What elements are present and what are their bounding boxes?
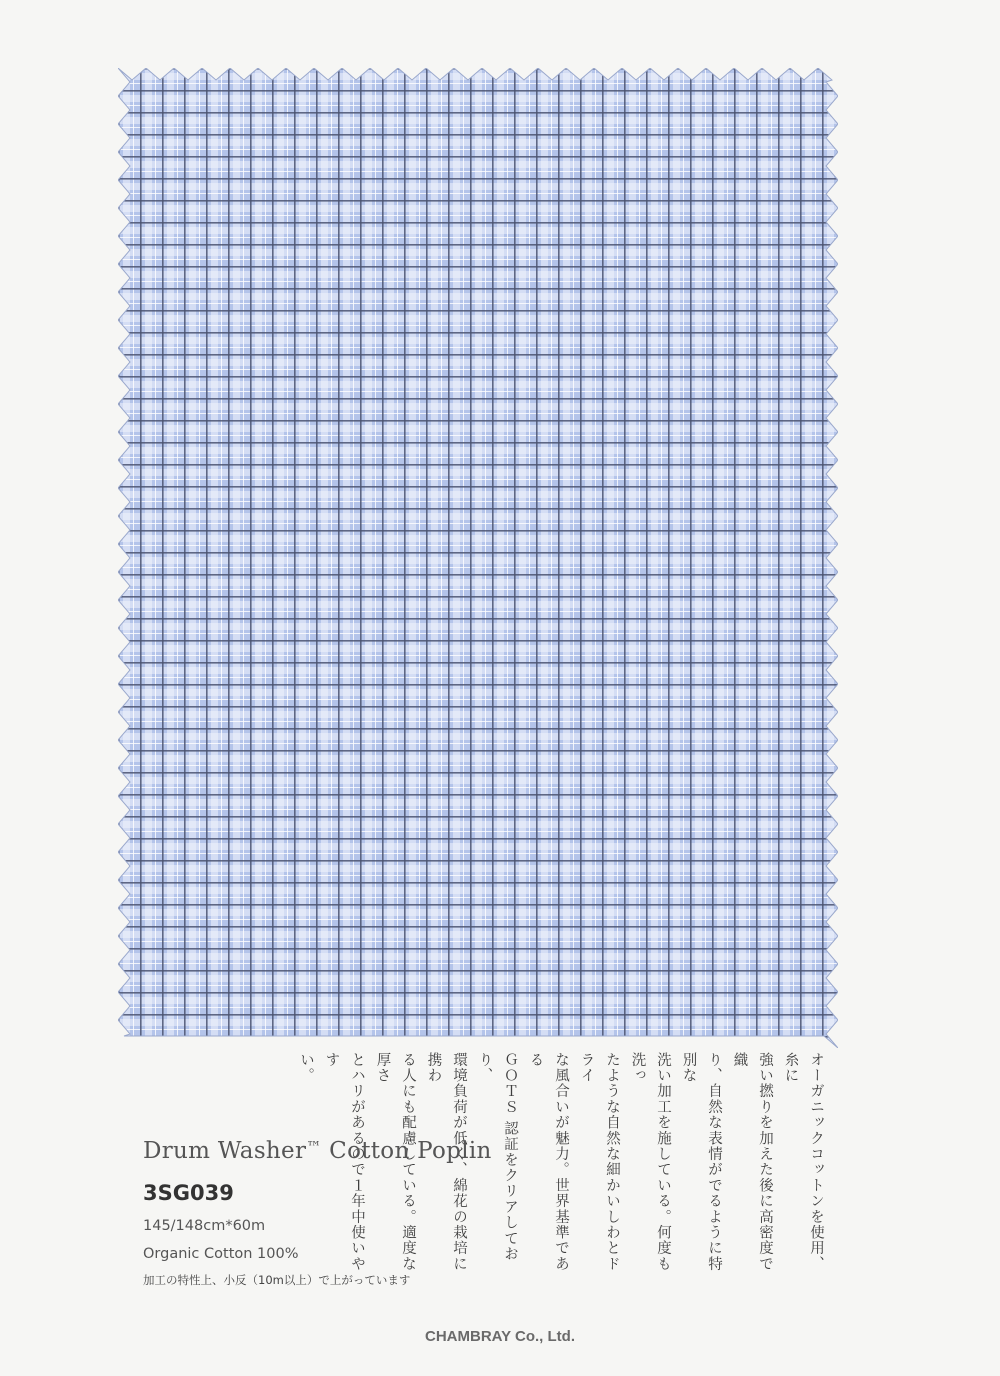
check-pattern	[118, 68, 838, 1048]
product-composition: Organic Cotton 100%	[143, 1246, 299, 1262]
description-line: る人にも配慮している。適度な厚さ	[374, 1052, 416, 1272]
company-name: CHAMBRAY Co., Ltd.	[425, 1328, 575, 1345]
product-description	[293, 1052, 829, 1282]
description-line: な風合いが魅力。世界基準である	[527, 1052, 569, 1272]
trademark-symbol: ™	[306, 1138, 322, 1156]
description-line: り、自然な表情がでるように特別な	[680, 1052, 722, 1272]
fabric-swatch	[118, 68, 838, 1048]
description-line: ＧＯＴＳ 認証をクリアしており、	[476, 1052, 518, 1262]
product-name-main: Drum Washer	[143, 1138, 307, 1164]
description-line: たような自然な細かいしわとドライ	[578, 1052, 620, 1272]
description-line: オーガニックコットンを使用、糸に	[782, 1052, 824, 1272]
product-note: 加工の特性上、小反（10m以上）で上がっています	[143, 1273, 411, 1287]
product-name	[143, 1138, 492, 1164]
description-line: とハリがあるので１年中使いやす	[323, 1052, 365, 1272]
product-name-rest: Cotton Poplin	[321, 1138, 492, 1164]
description-line: 環境負荷が低く、綿花の栽培に携わ	[425, 1052, 467, 1272]
product-spec: 145/148cm*60m	[143, 1218, 266, 1234]
description-line: 強い撚りを加えた後に高密度で織	[731, 1052, 773, 1272]
description-line: い。	[298, 1052, 314, 1084]
description-line: 洗い加工を施している。何度も洗っ	[629, 1052, 671, 1272]
product-code: 3SG039	[143, 1181, 234, 1205]
